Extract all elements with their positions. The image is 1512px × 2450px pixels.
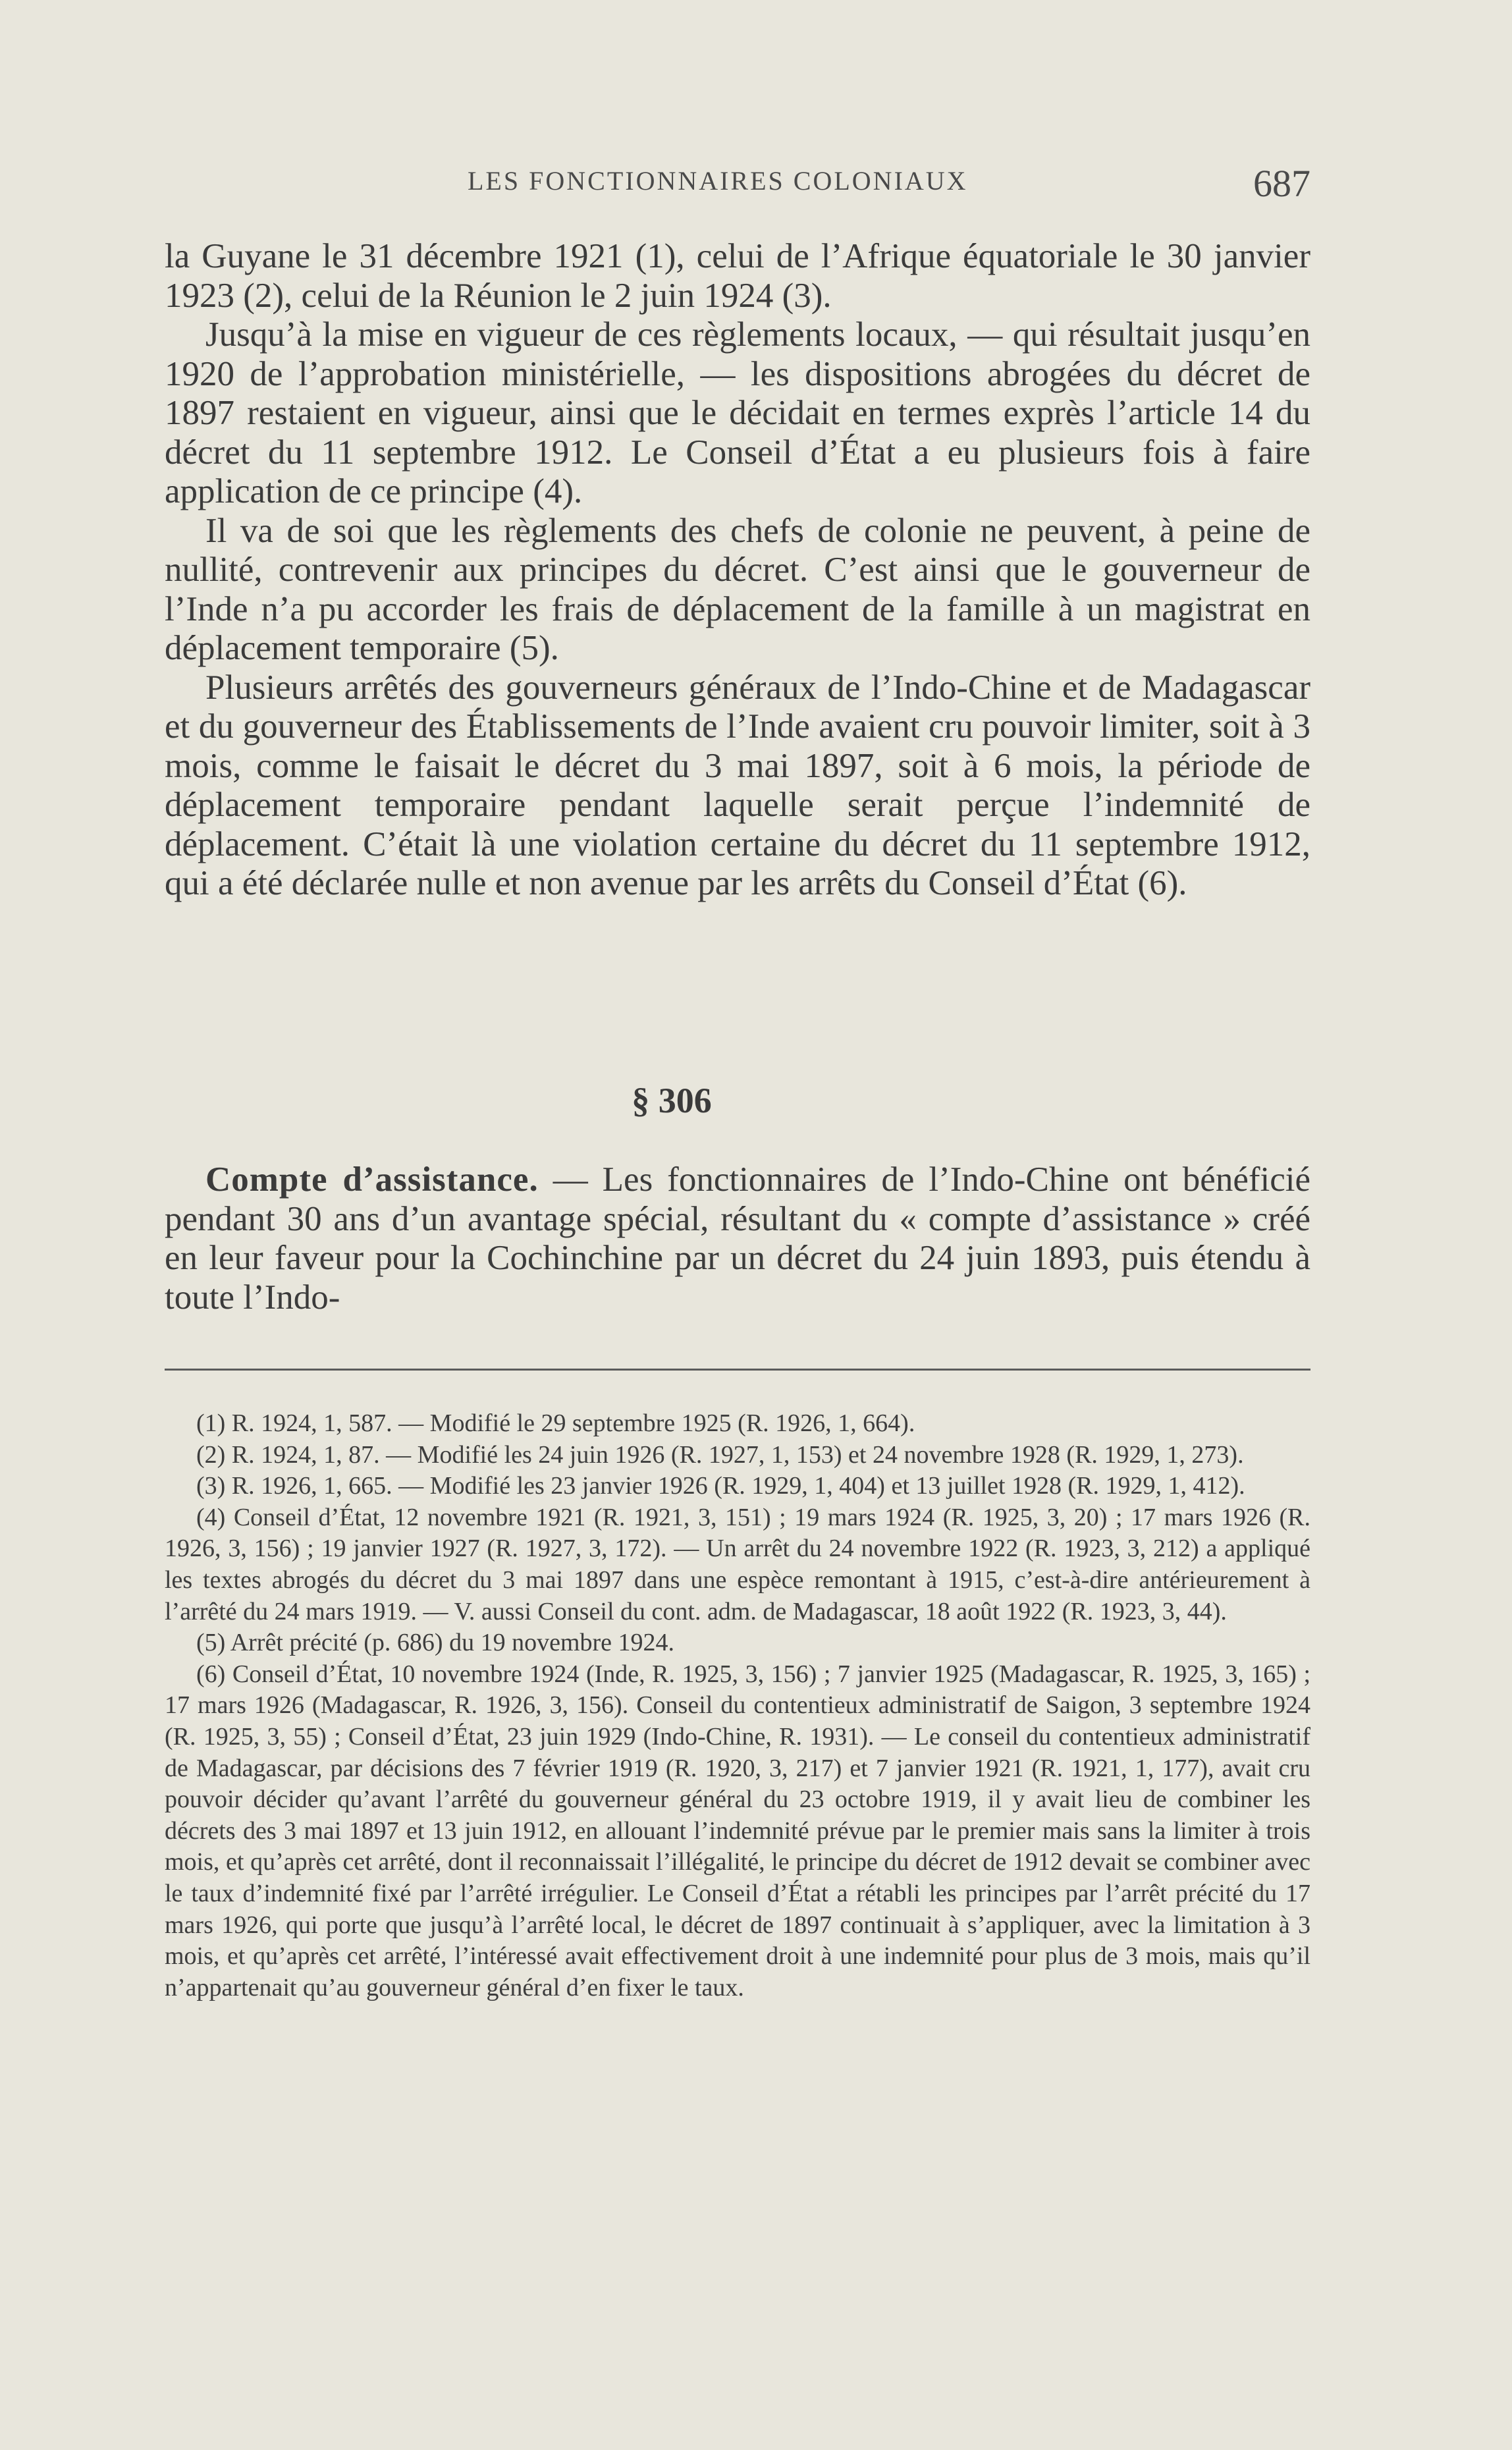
paragraph-1: la Guyane le 31 décembre 1921 (1), celui de l’Afrique équatoriale le 30 janvier 1923 (2), celui de la Réunion le 2 juin 1924 (3).: [165, 237, 1310, 315]
footnote-5: (5) Arrêt précité (p. 686) du 19 novembre 1924.: [196, 1629, 675, 1657]
compte-paragraph: [165, 1160, 1310, 1317]
compte-assistance-section: [165, 1160, 1310, 1317]
run-in-heading: Compte d’assistance.: [205, 1160, 539, 1199]
footnote-2: (2) R. 1924, 1, 87. — Modifié les 24 juin 1926 (R. 1927, 1, 153) et 24 novembre 1928 (R. 1929, 1, 273).: [196, 1440, 1244, 1469]
footnote-3: (3) R. 1926, 1, 665. — Modifié les 23 janvier 1926 (R. 1929, 1, 404) et 13 juillet 1928 (R. 1929, 1, 412).: [196, 1472, 1245, 1500]
footnote-6: (6) Conseil d’État, 10 novembre 1924 (Inde, R. 1925, 3, 156) ; 7 janvier 1925 (Madagascar, R. 1925, 3, 165) ; 17 mars 1926 (Madagascar, R. 1926, 3, 156). Conseil du contentieux administratif de Saigon, 3 septembre 1924 (R. 1925, 3, 55) ; Conseil d’État, 23 juin 1929 (Indo-Chine, R. 1931). — Le conseil du contentieux administratif de Madagascar, par décisions des 7 février 1919 (R. 1920, 3, 217) et 7 janvier 1921 (R. 1921, 1, 177), avait cru pouvoir décider qu’avant l’arrêté du gouverneur général du 23 octobre 1919, il y avait lieu de combiner les décrets des 3 mai 1897 et 13 juin 1912, en allouant l’indemnité prévue par le premier mais sans la limiter à trois mois, et qu’après cet arrêté, dont il reconnaissait l’illégalité, le principe du décret de 1912 devait se combiner avec le taux d’indemnité fixé par l’arrêté irrégulier. Le Conseil d’État a rétabli les principes par l’arrêt précité du 17 mars 1926, qui porte que jusqu’à l’arrêté local, le décret de 1897 continuait à s’appliquer, avec la limitation à 3 mois, et qu’après cet arrêté, l’intéressé avait effectivement droit à une indemnité pour plus de 3 mois, mais qu’il n’appartenait qu’au gouverneur général d’en fixer le taux.: [165, 1660, 1310, 2001]
paragraph-2: Jusqu’à la mise en vigueur de ces règlements locaux, — qui résultait jusqu’en 1920 de l’approbation ministérielle, — les dispositions abrogées du décret de 1897 restaient en vigueur, ainsi que le décidait en termes exprès l’article 14 du décret du 11 septembre 1912. Le Conseil d’État a eu plusieurs fois à faire application de ce principe (4).: [165, 315, 1310, 510]
footnote-1: (1) R. 1924, 1, 587. — Modifié le 29 septembre 1925 (R. 1926, 1, 664).: [196, 1409, 915, 1437]
compte-text: — Les fonctionnaires de l’Indo-Chine ont bénéficié pendant 30 ans d’un avantage spécial, résultant du « compte d’assistance » créé en leur faveur pour la Cochinchine par un décret du 24 juin 1893, puis étendu à toute l’Indo-: [165, 1160, 1310, 1317]
footnote-divider: [165, 1369, 1310, 1371]
page-number: 687: [1253, 162, 1310, 205]
running-title: LES FONCTIONNAIRES COLONIAUX: [468, 166, 968, 196]
paragraph-4: Plusieurs arrêtés des gouverneurs généraux de l’Indo-Chine et de Madagascar et du gouverneur des Établissements de l’Inde avaient cru pouvoir limiter, soit à 3 mois, comme le faisait le décret du 3 mai 1897, soit à 6 mois, la période de déplacement temporaire pendant laquelle serait perçue l’indemnité de déplacement. C’était là une violation certaine du décret du 11 septembre 1912, qui a été déclarée nulle et non avenue par les arrêts du Conseil d’État (6).: [165, 668, 1310, 902]
paragraph-3: Il va de soi que les règlements des chefs de colonie ne peuvent, à peine de nullité, contrevenir aux principes du décret. C’est ainsi que le gouverneur de l’Inde n’a pu accorder les frais de déplacement de la famille à un magistrat en déplacement temporaire (5).: [165, 511, 1310, 667]
footnote-4: (4) Conseil d’État, 12 novembre 1921 (R. 1921, 3, 151) ; 19 mars 1924 (R. 1925, 3, 20) ; 17 mars 1926 (R. 1926, 3, 156) ; 19 janvier 1927 (R. 1927, 3, 172). — Un arrêt du 24 novembre 1922 (R. 1923, 3, 212) a appliqué les textes abrogés du décret du 3 mai 1897 dans une espèce remontant à 1915, c’est-à-dire antérieurement à l’arrêté du 24 mars 1919. — V. aussi Conseil du cont. adm. de Madagascar, 18 août 1922 (R. 1923, 3, 44).: [165, 1503, 1310, 1625]
section-heading: § 306: [632, 1081, 712, 1120]
page-header: [165, 161, 1310, 207]
main-text: [165, 237, 1310, 904]
footnotes: [165, 1408, 1310, 2003]
